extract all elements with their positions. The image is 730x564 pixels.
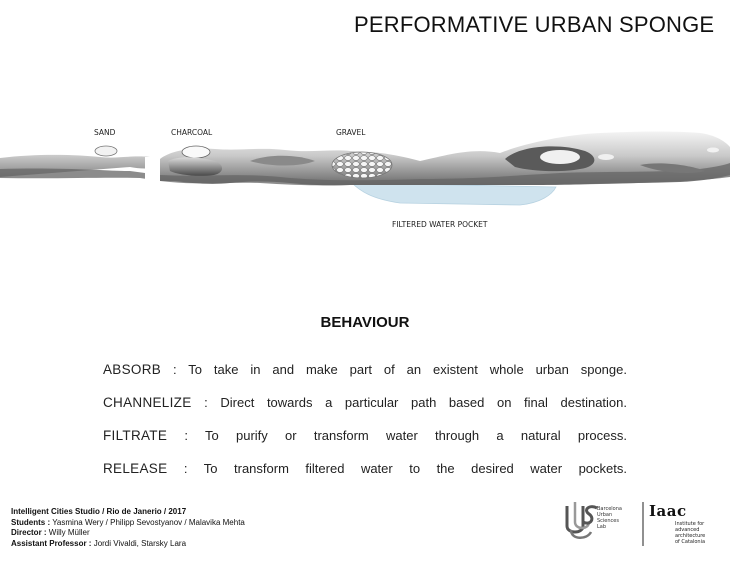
- charcoal-cavity: [182, 146, 210, 158]
- label-gravel: GRAVEL: [336, 128, 366, 137]
- filtered-water-pocket: [352, 183, 556, 205]
- svg-text:Lab: Lab: [597, 524, 607, 530]
- iaac-logo-icon: Iaac: [649, 502, 687, 520]
- credits-block: Intelligent Cities Studio / Rio de Janerio / 2017 Students : Yasmina Wery / Philipp Sevostyanov / Malavika Mehta Director : Willy Müller Assistant Professor : Jordi Vivaldi, Starsky Lara: [11, 507, 245, 548]
- gravel-cavity: [332, 152, 392, 178]
- students-names: Yasmina Wery / Philipp Sevostyanov / Malavika Mehta: [50, 517, 245, 527]
- term: ABSORB: [103, 362, 162, 377]
- definition-text: To transform filtered water to the desired water pockets.: [203, 461, 627, 476]
- definition-text: To purify or transform water through a natural process.: [205, 428, 627, 443]
- logos: [563, 496, 723, 550]
- definition-text: To take in and make part of an existent whole urban sponge.: [188, 362, 627, 377]
- term: RELEASE: [103, 461, 168, 476]
- svg-text:Urban: Urban: [597, 512, 613, 518]
- svg-text:Sciences: Sciences: [597, 518, 619, 524]
- sponge-section-drawing: [0, 95, 730, 240]
- studio-line: Intelligent Cities Studio / Rio de Janerio / 2017: [11, 507, 187, 516]
- definition-release: RELEASE : To transform filtered water to the desired water pockets.: [103, 461, 627, 476]
- term: FILTRATE: [103, 428, 168, 443]
- label-filtered-water-pocket: FILTERED WATER POCKET: [392, 220, 488, 229]
- director-name: Willy Müller: [46, 528, 90, 538]
- label-sand: SAND: [94, 128, 116, 137]
- sponge-section-svg: [0, 95, 730, 240]
- definition-text: Direct towards a particular path based on final destination.: [220, 395, 627, 410]
- sand-cavity: [95, 146, 117, 156]
- behaviour-heading: BEHAVIOUR: [320, 314, 410, 331]
- term: CHANNELIZE: [103, 395, 192, 410]
- label-charcoal: CHARCOAL: [171, 128, 213, 137]
- page-title: PERFORMATIVE URBAN SPONGE: [354, 12, 715, 37]
- definition-absorb: ABSORB : To take in and make part of an existent whole urban sponge.: [103, 362, 627, 377]
- definition-channelize: CHANNELIZE : Direct towards a particular path based on final destination.: [103, 395, 627, 410]
- definition-filtrate: FILTRATE : To purify or transform water through a natural process.: [103, 428, 627, 443]
- iaac-text: Institute for advanced architecture of Catalonia: [675, 521, 706, 545]
- assistant-names: Jordi Vivaldi, Starsky Lara: [91, 538, 187, 548]
- svg-text:Barcelona: Barcelona: [597, 506, 622, 512]
- behaviour-definitions: [103, 360, 627, 492]
